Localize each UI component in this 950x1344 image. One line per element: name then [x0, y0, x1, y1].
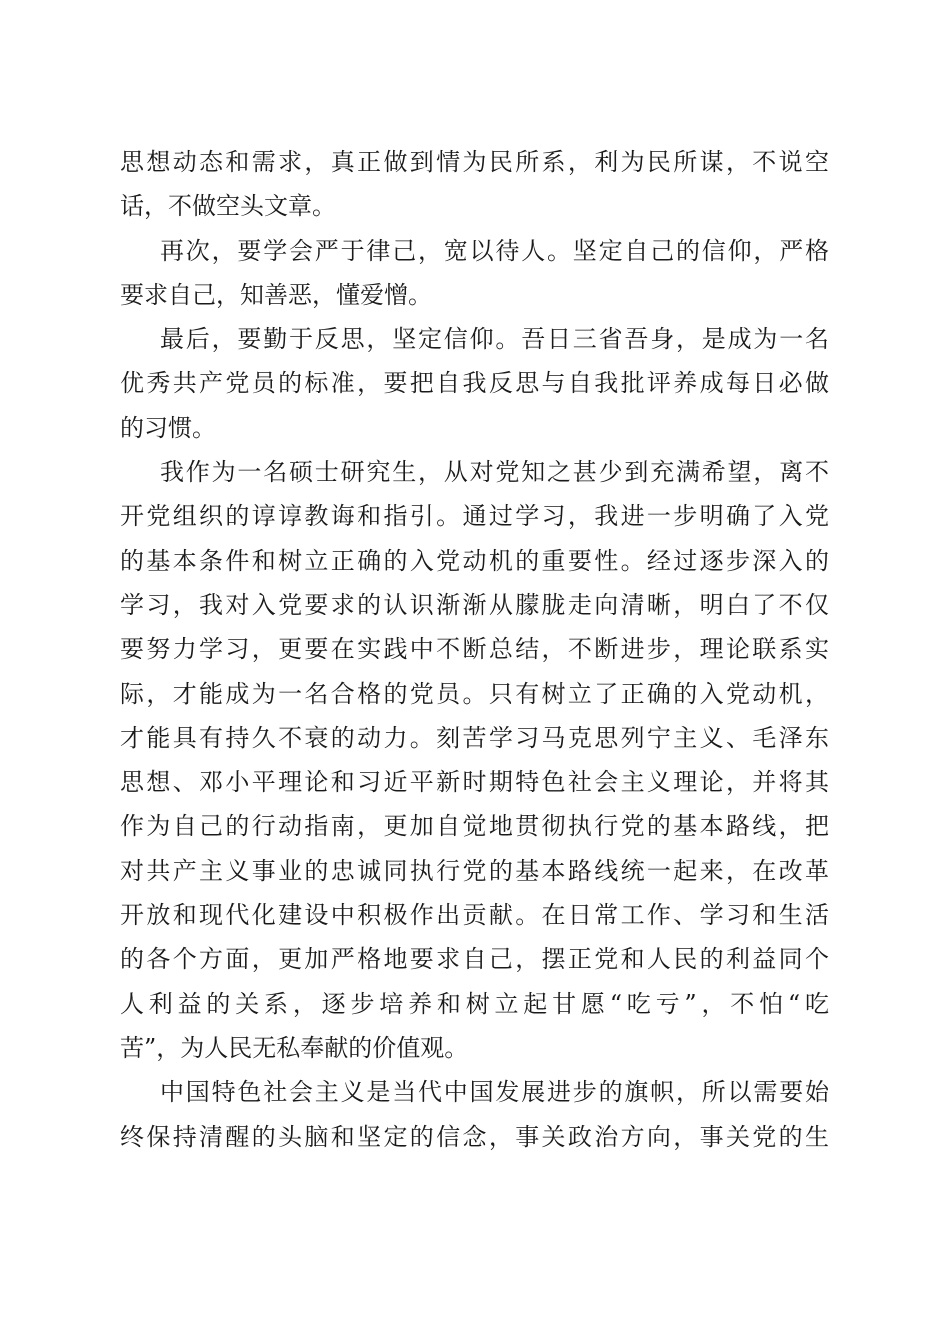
text-line: 最后，要勤于反思，坚定信仰。吾日三省吾身，是成为一名	[160, 325, 829, 354]
text-line: 优秀共产党员的标准，要把自我反思与自我批评养成每日必做	[120, 369, 829, 398]
paragraph-strict-with-self	[120, 229, 829, 318]
paragraph-self-reflection	[120, 317, 829, 450]
text-line: 际，才能成为一名合格的党员。只有树立了正确的入党动机，	[120, 679, 829, 708]
text-line: 苦”，为人民无私奉献的价值观。	[120, 1033, 469, 1062]
text-line: 要努力学习，更要在实践中不断总结，不断进步，理论联系实	[120, 635, 829, 664]
document-body	[120, 140, 829, 1159]
text-line: 对共产主义事业的忠诚同执行党的基本路线统一起来，在改革	[120, 856, 829, 885]
text-line: 终保持清醒的头脑和坚定的信念，事关政治方向，事关党的生	[120, 1122, 829, 1151]
text-line: 才能具有持久不衰的动力。刻苦学习马克思列宁主义、毛泽东	[120, 723, 829, 752]
text-line: 作为自己的行动指南，更加自觉地贯彻执行党的基本路线，把	[120, 812, 829, 841]
text-line: 我作为一名硕士研究生，从对党知之甚少到充满希望，离不	[160, 458, 829, 487]
text-line: 的基本条件和树立正确的入党动机的重要性。经过逐步深入的	[120, 546, 829, 575]
text-line: 开放和现代化建设中积极作出贡献。在日常工作、学习和生活	[120, 901, 829, 930]
text-line: 的习惯。	[120, 413, 216, 442]
text-line: 人利益的关系，逐步培养和树立起甘愿“吃亏”，不怕“吃	[120, 989, 829, 1018]
paragraph-socialism-flag	[120, 1070, 829, 1159]
text-line: 要求自己，知善恶，懂爱憎。	[120, 280, 432, 309]
text-line: 学习，我对入党要求的认识渐渐从朦胧走向清晰，明白了不仅	[120, 590, 829, 619]
text-line: 的各个方面，更加严格地要求自己，摆正党和人民的利益同个	[120, 945, 829, 974]
text-line: 思想动态和需求，真正做到情为民所系，利为民所谋，不说空	[120, 148, 829, 176]
text-line: 中国特色社会主义是当代中国发展进步的旗帜，所以需要始	[160, 1078, 829, 1107]
text-line: 再次，要学会严于律己，宽以待人。坚定自己的信仰，严格	[160, 236, 829, 265]
text-line: 开党组织的谆谆教诲和指引。通过学习，我进一步明确了入党	[120, 502, 829, 531]
paragraph-continued	[120, 140, 829, 229]
paragraph-graduate-student	[120, 450, 829, 1070]
text-line: 话，不做空头文章。	[120, 192, 336, 221]
text-line: 思想、邓小平理论和习近平新时期特色社会主义理论，并将其	[120, 768, 829, 797]
